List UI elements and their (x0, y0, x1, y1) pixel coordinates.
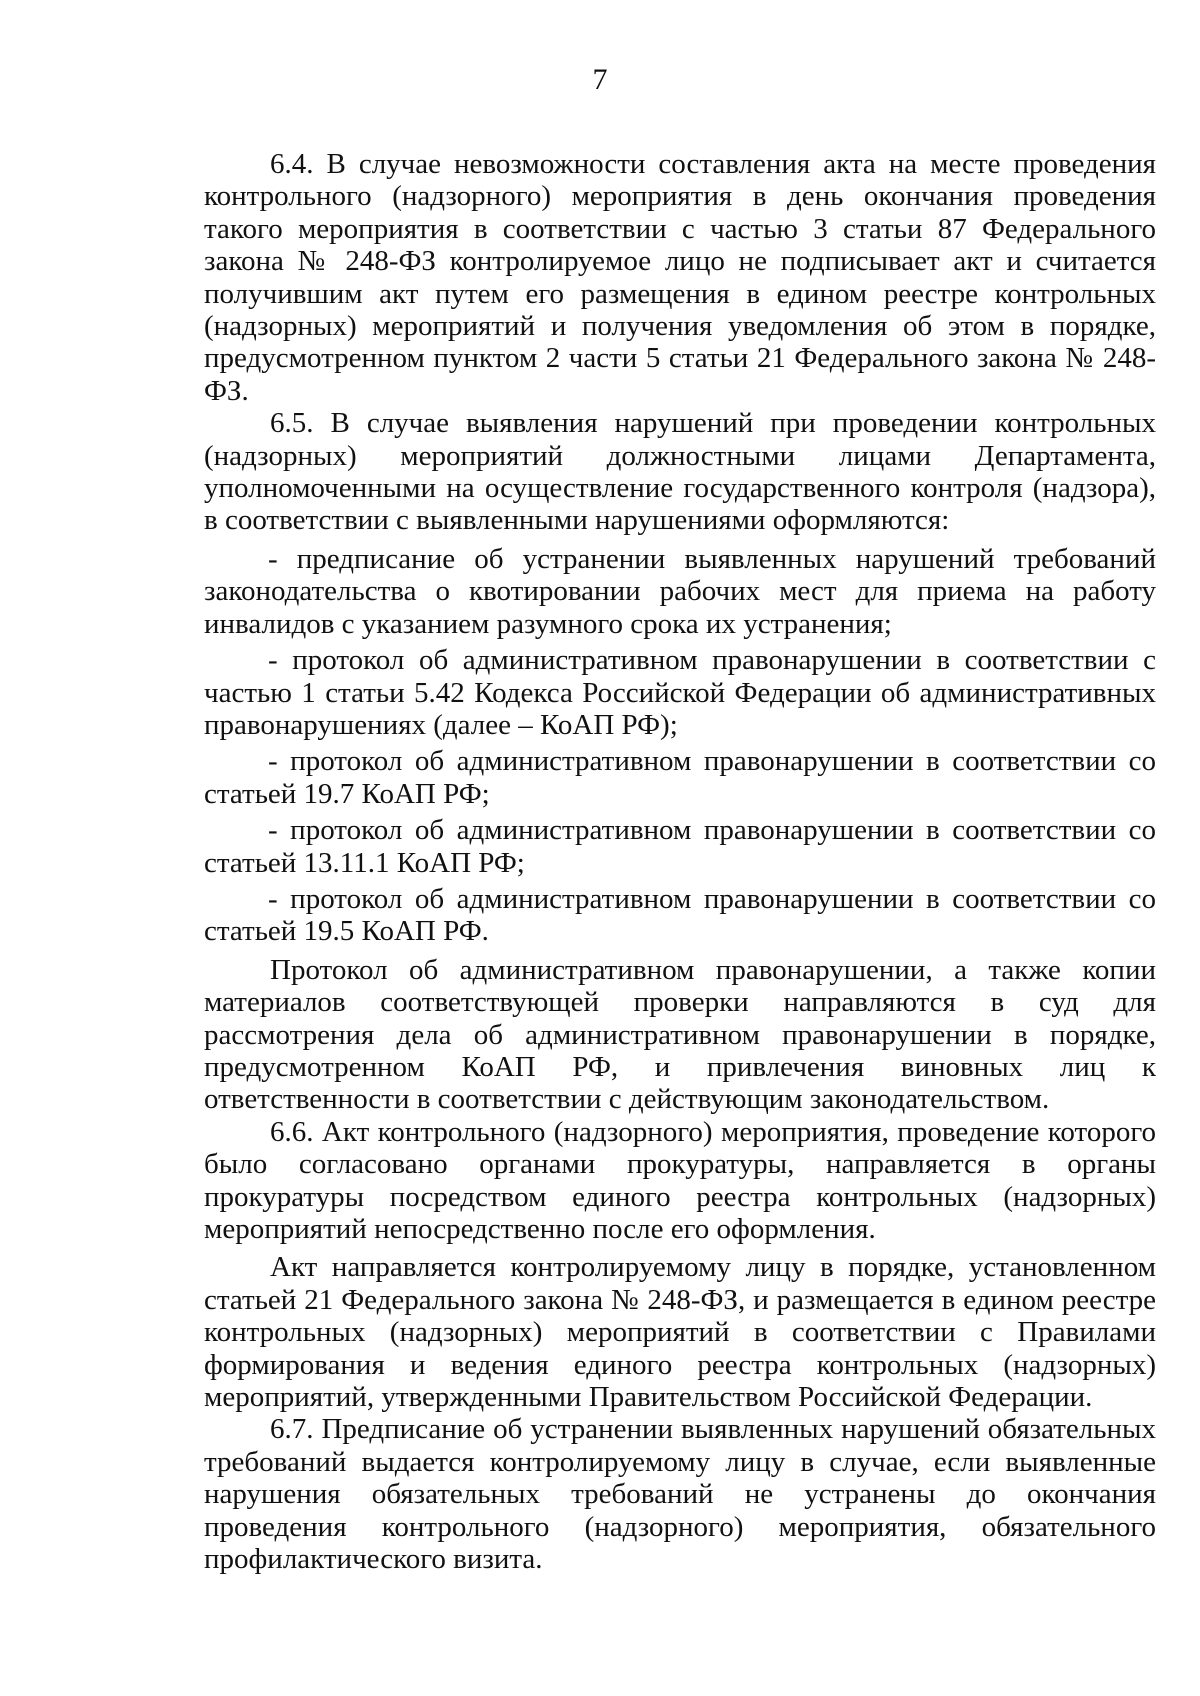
list-item-prescription: - предписание об устранении выявленных нарушений требований законодательства о квотировании рабочих мест для приема на работу инвалидов с указанием разумного срока их устранения; (204, 542, 1156, 640)
document-body (204, 148, 1156, 1575)
paragraph-act-sent: Акт направляется контролируемому лицу в порядке, установленном статьей 21 Федерального закона № 248-ФЗ, и размещается в едином реестре контрольных (надзорных) мероприятий в соответствии с Правилами формирования и ведения единого реестра контрольных (надзорных) мероприятий, утвержденными Правительством Российской Федерации. (204, 1251, 1156, 1414)
paragraph-6-6: 6.6. Акт контрольного (надзорного) мероприятия, проведение которого было согласовано органами прокуратуры, направляется в органы прокуратуры посредством единого реестра контрольных (надзорных) мероприятий непосредственно после его оформления. (204, 1115, 1156, 1245)
list-item-protocol-5-42: - протокол об административном правонарушении в соответствии с частью 1 статьи 5.42 Кодекса Российской Федерации об административных правонарушениях (далее – КоАП РФ); (204, 644, 1156, 741)
paragraph-6-5: 6.5. В случае выявления нарушений при проведении контрольных (надзорных) мероприятий должностными лицами Департамента, уполномоченными на осуществление государственного контроля (надзора), в соответствии с выявленными нарушениями оформляются: (204, 407, 1156, 537)
paragraph-6-7: 6.7. Предписание об устранении выявленных нарушений обязательных требований выдается контролируемому лицу в случае, если выявленные нарушения обязательных требований не устранены до окончания проведения контрольного (надзорного) мероприятия, обязательного профилактического визита. (204, 1413, 1156, 1576)
page-number: 7 (592, 63, 608, 96)
list-item-protocol-19-7: - протокол об административном правонарушении в соответствии со статьей 19.7 КоАП РФ; (204, 745, 1156, 810)
list-item-protocol-13-11-1: - протокол об административном правонарушении в соответствии со статьей 13.11.1 КоАП РФ; (204, 814, 1156, 879)
paragraph-6-4: 6.4. В случае невозможности составления акта на месте проведения контрольного (надзорного) мероприятия в день окончания проведения такого мероприятия в соответствии с частью 3 статьи 87 Федерального закона № 248-ФЗ контролируемое лицо не подписывает акт и считается получившим акт путем его размещения в едином реестре контрольных (надзорных) мероприятий и получения уведомления об этом в порядке, предусмотренном пунктом 2 части 5 статьи 21 Федерального закона № 248-ФЗ. (204, 148, 1156, 407)
list-item-protocol-19-5: - протокол об административном правонарушении в соответствии со статьей 19.5 КоАП РФ. (204, 882, 1156, 948)
paragraph-protocol-to-court: Протокол об административном правонарушении, а также копии материалов соответствующей проверки направляются в суд для рассмотрения дела об административном правонарушении в порядке, предусмотренном КоАП РФ, и привлечения виновных лиц к ответственности в соответствии с действующим законодательством. (204, 953, 1156, 1116)
